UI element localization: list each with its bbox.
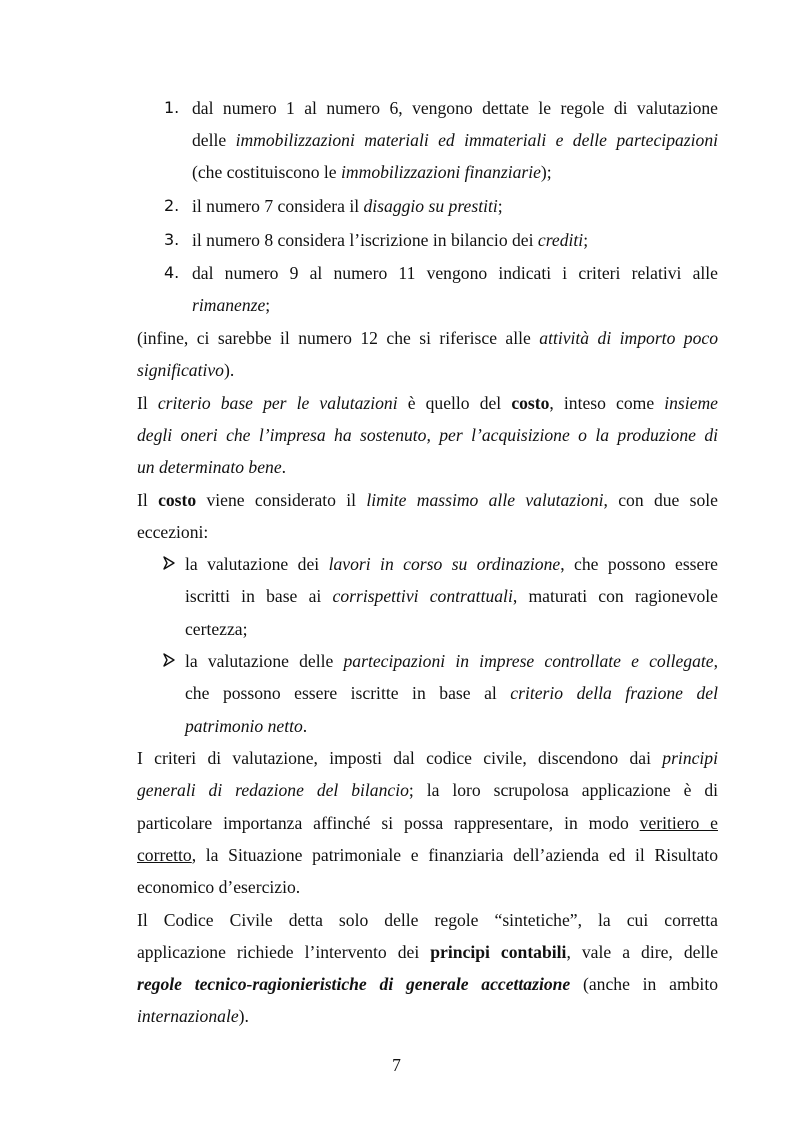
para-criteri-line-4: corretto, la Situazione patrimoniale e finanziaria dell’azienda ed il Risultato [137, 845, 718, 865]
list-1-line-3: (che costituiscono le immobilizzazioni finanziarie); [192, 162, 552, 182]
list-4-line-2: rimanenze; [192, 295, 271, 315]
bullet-1-line-1: la valutazione dei lavori in corso su ordinazione, che possono essere [185, 554, 718, 574]
bullet-arrow-icon [162, 553, 176, 570]
bullet-arrow-icon [162, 650, 176, 667]
bullet-1-line-2: iscritti in base ai corrispettivi contrattuali, maturati con ragionevole [185, 586, 718, 606]
list-3-line-1: il numero 8 considera l’iscrizione in bilancio dei crediti; [192, 230, 589, 250]
para-costo-line-2: eccezioni: [137, 522, 209, 542]
list-number-2: 2. [164, 196, 180, 215]
bullet-2-line-2: che possono essere iscritte in base al criterio della frazione del [185, 683, 718, 703]
list-1-line-1: dal numero 1 al numero 6, vengono dettate le regole di valutazione [192, 98, 718, 118]
para-criterio-line-1: Il criterio base per le valutazioni è quello del costo, inteso come insieme [137, 393, 718, 413]
para-criteri-line-5: economico d’esercizio. [137, 877, 301, 897]
para-criteri-line-2: generali di redazione del bilancio; la loro scrupolosa applicazione è di [137, 780, 718, 800]
para-infine-line-1: (infine, ci sarebbe il numero 12 che si riferisce alle attività di importo poco [137, 328, 718, 348]
list-number-3: 3. [164, 230, 180, 249]
para-codice-line-1: Il Codice Civile detta solo delle regole “sintetiche”, la cui corretta [137, 910, 718, 930]
bullet-1-line-3: certezza; [185, 619, 248, 639]
para-criteri-line-1: I criteri di valutazione, imposti dal codice civile, discendono dai principi [137, 748, 718, 768]
para-codice-line-4: internazionale). [137, 1006, 249, 1026]
para-infine-line-2: significativo). [137, 360, 235, 380]
para-costo-line-1: Il costo viene considerato il limite massimo alle valutazioni, con due sole [137, 490, 718, 510]
page-number: 7 [392, 1055, 401, 1075]
para-criterio-line-3: un determinato bene. [137, 457, 287, 477]
list-2-line-1: il numero 7 considera il disaggio su prestiti; [192, 196, 503, 216]
list-number-4: 4. [164, 263, 180, 282]
bullet-2-line-1: la valutazione delle partecipazioni in imprese controllate e collegate, [185, 651, 718, 671]
bullet-2-line-3: patrimonio netto. [185, 716, 308, 736]
list-4-line-1: dal numero 9 al numero 11 vengono indicati i criteri relativi alle [192, 263, 718, 283]
list-number-1: 1. [164, 98, 180, 117]
para-codice-line-2: applicazione richiede l’intervento dei principi contabili, vale a dire, delle [137, 942, 719, 962]
para-criterio-line-2: degli oneri che l’impresa ha sostenuto, per l’acquisizione o la produzione di [137, 425, 718, 445]
para-codice-line-3: regole tecnico-ragionieristiche di generale accettazione (anche in ambito [137, 974, 719, 994]
list-1-line-2: delle immobilizzazioni materiali ed immateriali e delle partecipazioni [192, 130, 718, 150]
para-criteri-line-3: particolare importanza affinché si possa rappresentare, in modo veritiero e [137, 813, 718, 833]
